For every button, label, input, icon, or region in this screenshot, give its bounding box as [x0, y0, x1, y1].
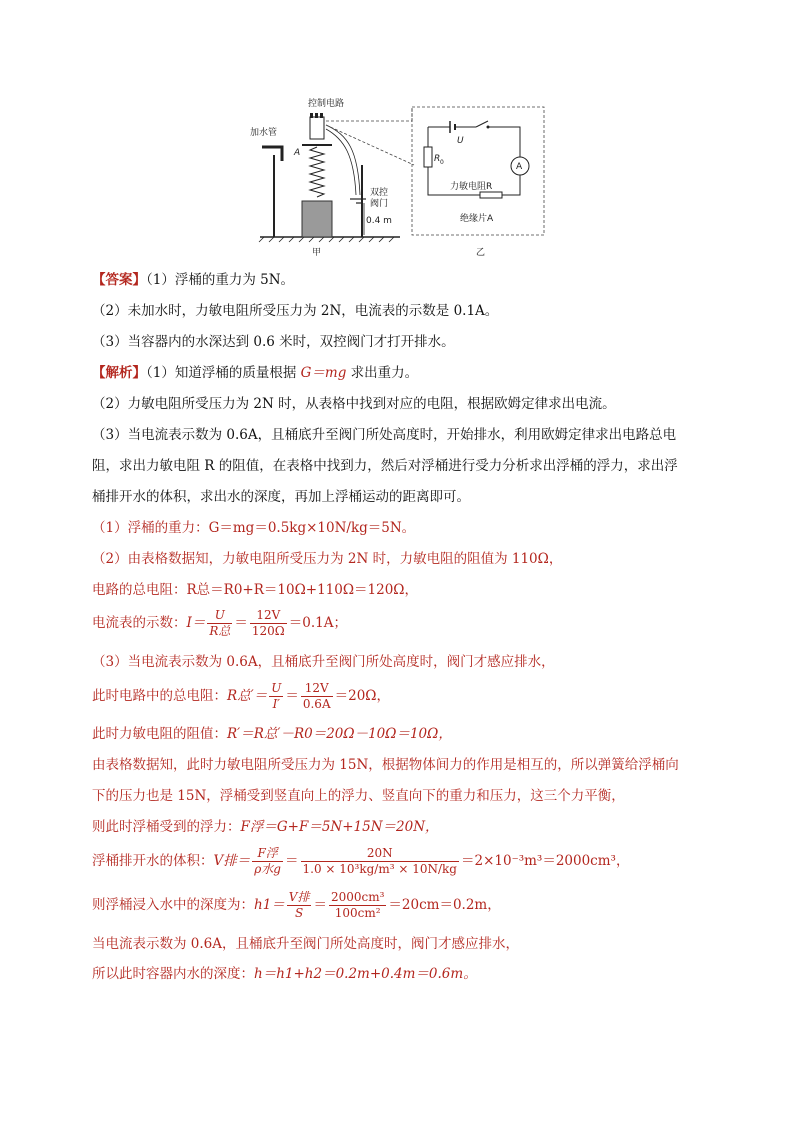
- fraction-u-over-r: [207, 608, 232, 639]
- height-label: 0.4 m: [366, 216, 392, 226]
- analysis-3-line-2: 阻，求出力敏电阻 R 的阻值，在表格中找到力，然后对浮桶进行受力分析求出浮桶的浮力，求出浮: [92, 458, 678, 474]
- valve-label-1: 双控: [370, 188, 389, 198]
- fraction-20n-over-rho-g: [301, 846, 459, 877]
- solution-9-formula: F浮＝G+F＝5N+15N＝20N，: [240, 819, 439, 835]
- fraction-denominator: 120Ω: [251, 624, 285, 638]
- solution-6: 此时电路中的总电阻：R总′＝ $\frac{U}{I'}$ ＝ $\frac{12V}{0.6A}$ ＝20Ω，: [92, 681, 390, 711]
- fraction-volume-over-area: [329, 890, 386, 921]
- answer-2: （2）未加水时，力敏电阻所受压力为 2N，电流表的示数是 0.1A。: [92, 303, 499, 319]
- solution-10-pre: 浮桶排开水的体积：: [92, 853, 214, 869]
- solution-13: [92, 964, 477, 984]
- solution-8-line-1: 由表格数据知，此时力敏电阻所受压力为 15N，根据物体间力的作用是相互的，所以弹簧给浮桶向: [92, 757, 679, 773]
- solution-11-lhs: h1＝: [254, 897, 285, 913]
- solution-10-rhs: ＝2×10⁻³m³＝2000cm³，: [460, 853, 630, 869]
- analysis-tag: 【解析】: [92, 365, 146, 381]
- fraction-denominator: 100cm²: [334, 906, 381, 920]
- r0-label: R: [434, 154, 441, 164]
- solution-9-pre: 则此时浮桶受到的浮力：: [92, 819, 241, 835]
- fraction-denominator: 0.6A: [302, 697, 331, 711]
- solution-7: [92, 724, 452, 744]
- plate-a-label: A: [294, 148, 301, 158]
- solution-6-pre: 此时电路中的总电阻：: [92, 688, 227, 704]
- analysis-3-line-3: 桶排开水的体积，求出水的深度，再加上浮桶运动的距离即可。: [92, 489, 470, 505]
- fraction-v-over-s: [287, 890, 312, 921]
- fraction-numerator: V排: [288, 890, 310, 904]
- solution-7-formula: R′＝R总′－R0＝20Ω－10Ω＝10Ω，: [227, 726, 452, 742]
- apparatus-figure: [250, 95, 550, 260]
- solution-11: 则浮桶浸入水中的深度为：h1＝ $\frac{\text{V排}}{S}$ ＝ $\frac{\text{2000cm³}}{\text{100cm²}}$ ＝20cm＝0.2m，: [92, 890, 501, 920]
- solution-1: [92, 518, 415, 538]
- solution-4-lhs: I＝: [186, 615, 206, 631]
- fraction-numerator: U: [271, 681, 282, 695]
- figure-yi-label: 乙: [476, 248, 486, 258]
- solution-4: 电流表的示数：I＝ $\frac{U}{\text{R总}}$ ＝ $\frac{12V}{120\Omega}$ ＝0.1A；: [92, 608, 347, 638]
- analysis-1-pre: （1）知道浮桶的质量根据: [146, 365, 301, 381]
- r0-subscript: 0: [440, 159, 444, 166]
- analysis-1-post: 求出重力。: [346, 365, 419, 381]
- ammeter-label: A: [516, 162, 523, 172]
- solution-8-line-2: 下的压力也是 15N，浮桶受到竖直向上的浮力、竖直向下的重力和压力，这三个力平衡，: [92, 788, 625, 804]
- solution-4-rhs: ＝0.1A；: [288, 615, 347, 631]
- fraction-denominator: 1.0 × 10³kg/m³ × 10N/kg: [302, 862, 457, 876]
- solution-10: 浮桶排开水的体积：V排＝ $\frac{\text{F浮}}{\text{ρ水g}}$ ＝ $\frac{20N}{\text{1.0 × 10³kg/m³ × 10N/kg}}$ ＝2×10⁻³m³＝2000cm³，: [92, 846, 630, 876]
- solution-3: [92, 580, 418, 600]
- answer-tag: 【答案】: [92, 272, 146, 288]
- fraction-denominator: R总: [209, 624, 231, 638]
- voltage-label: U: [457, 136, 464, 146]
- fraction-denominator: S: [295, 906, 304, 920]
- analysis-line-1: [92, 363, 418, 383]
- solution-10-lhs: V排＝: [213, 853, 251, 869]
- fraction-numerator: U: [207, 608, 232, 624]
- valve-label-2: 阀门: [370, 199, 389, 209]
- fraction-denominator: ρ水g: [254, 862, 281, 876]
- insulator-label: 绝缘片A: [460, 214, 494, 224]
- solution-13-pre: 所以此时容器内水的深度：: [92, 966, 254, 982]
- solution-6-lhs: R总′＝: [227, 688, 268, 704]
- fraction-12v-over-120: [250, 608, 287, 639]
- solution-3-formula: R总＝R0+R＝10Ω+110Ω＝120Ω，: [186, 582, 418, 598]
- answer-1: （1）浮桶的重力为 5N。: [146, 272, 295, 288]
- fraction-denominator: I′: [272, 697, 281, 711]
- solution-1-pre: （1）浮桶的重力：: [92, 520, 209, 536]
- solution-4-pre: 电流表的示数：: [92, 615, 187, 631]
- force-resistor-label: 力敏电阻R: [450, 182, 493, 192]
- solution-12: 当电流表示数为 0.6A，且桶底升至阀门所处高度时，阀门才感应排水，: [92, 936, 520, 952]
- fraction-numerator: 20N: [301, 846, 459, 862]
- answer-line-1: [92, 270, 294, 290]
- fraction-numerator: 2000cm³: [330, 890, 385, 904]
- water-pipe-label: 加水管: [250, 128, 278, 138]
- solution-1-formula: G＝mg＝0.5kg×10N/kg＝5N。: [208, 520, 416, 536]
- solution-11-pre: 则浮桶浸入水中的深度为：: [92, 897, 254, 913]
- solution-6-rhs: ＝20Ω，: [334, 688, 390, 704]
- fraction-numerator: F浮: [252, 846, 283, 862]
- solution-7-pre: 此时力敏电阻的阻值：: [92, 726, 227, 742]
- analysis-1-formula: G＝mg: [300, 365, 347, 381]
- solution-5: （3）当电流表示数为 0.6A，且桶底升至阀门所处高度时，阀门才感应排水，: [92, 654, 555, 670]
- answer-3: （3）当容器内的水深达到 0.6 米时，双控阀门才打开排水。: [92, 334, 455, 350]
- fraction-u-over-i: [269, 681, 283, 712]
- solution-11-rhs: ＝20cm＝0.2m，: [388, 897, 501, 913]
- figure-jia-label: 甲: [312, 248, 322, 258]
- fraction-numerator: 12V: [250, 608, 287, 624]
- apparatus-diagram: [250, 95, 550, 260]
- solution-2: （2）由表格数据知，力敏电阻所受压力为 2N 时，力敏电阻的阻值为 110Ω，: [92, 551, 563, 567]
- analysis-3-line-1: （3）当电流表示数为 0.6A，且桶底升至阀门所处高度时，开始排水，利用欧姆定律求出电路总电: [92, 427, 677, 443]
- fraction-f-over-rho-g: [252, 846, 283, 877]
- control-circuit-label: 控制电路: [308, 99, 345, 109]
- fraction-12v-over-06a: [301, 681, 333, 712]
- solution-3-pre: 电路的总电阻：: [92, 582, 187, 598]
- fraction-numerator: 12V: [301, 681, 333, 697]
- solution-13-formula: h＝h1+h2＝0.2m+0.4m＝0.6m。: [254, 966, 477, 982]
- analysis-2: （2）力敏电阻所受压力为 2N 时，从表格中找到对应的电阻，根据欧姆定律求出电流。: [92, 396, 616, 412]
- solution-9: [92, 817, 439, 837]
